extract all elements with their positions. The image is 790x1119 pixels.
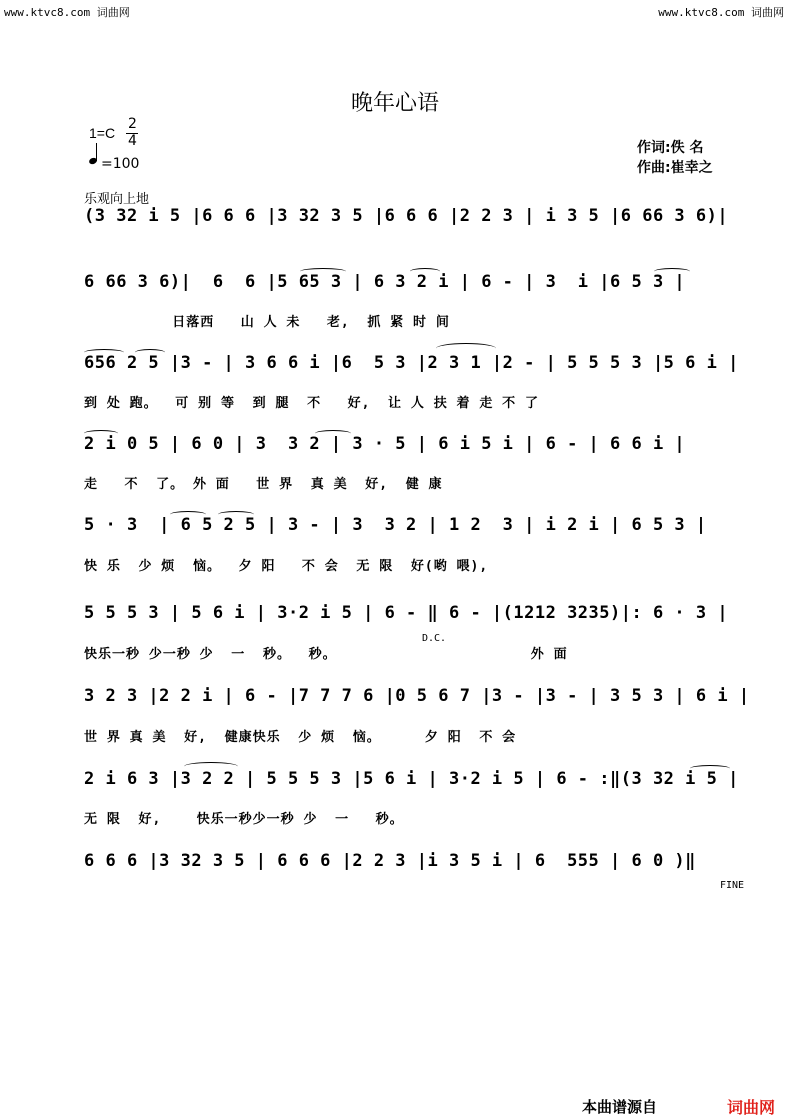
notation-line-4: 2 i 0 5 | 6 0 | 3 3 2 | 3 · 5 | 6 i 5 i | 6 - | 6 6 i | — [84, 434, 686, 454]
expression-marking: 乐观向上地 — [84, 192, 150, 207]
tempo-marking: =100 — [101, 156, 140, 172]
notation-line-2: 6 66 3 6)| 6 6 |5 65 3 | 6 3 2 i | 6 - | 3 i |6 5 3 | — [84, 272, 686, 292]
notation-line-1: (3 32 i 5 |6 6 6 |3 32 3 5 |6 6 6 |2 2 3 | i 3 5 |6 66 3 6)| — [84, 206, 729, 226]
notation-line-8: 2 i 6 3 |3 2 2 | 5 5 5 3 |5 6 i | 3·2 i 5 | 6 - :‖(3 32 i 5 | — [84, 769, 739, 789]
key-signature: 1=C — [89, 125, 116, 141]
watermark-right: www.ktvc8.com 词曲网 — [658, 6, 784, 19]
slur-mark — [654, 268, 690, 275]
slur-mark — [135, 349, 165, 356]
composer-credit: 作曲:崔幸之 — [637, 160, 713, 176]
lyrics-line-6: 快乐一秒 少一秒 少 一 秒。 秒。 外 面 — [84, 647, 568, 662]
lyrics-line-3: 到 处 跑。 可 别 等 到 腿 不 好, 让 人 扶 着 走 不 了 — [84, 396, 540, 411]
time-signature-top: 2 — [128, 116, 137, 132]
footer-source-text: 本曲谱源自 — [582, 1098, 658, 1116]
slur-mark — [410, 268, 440, 275]
slur-mark — [184, 762, 238, 771]
slur-mark — [436, 343, 496, 354]
lyrics-line-7: 世 界 真 美 好, 健康快乐 少 烦 恼。 夕 阳 不 会 — [84, 730, 517, 745]
slur-mark — [84, 430, 118, 437]
notation-line-3: 656 2 5 |3 - | 3 6 6 i |6 5 3 |2 3 1 |2 - | 5 5 5 3 |5 6 i | — [84, 353, 739, 373]
quarter-note-icon — [88, 157, 98, 165]
watermark-left: www.ktvc8.com 词曲网 — [4, 6, 130, 19]
slur-mark — [690, 765, 730, 772]
lyrics-line-5: 快 乐 少 烦 恼。 夕 阳 不 会 无 限 好(哟 喂), — [84, 559, 489, 574]
slur-mark — [84, 349, 124, 356]
notation-line-7: 3 2 3 |2 2 i | 6 - |7 7 7 6 |0 5 6 7 |3 - |3 - | 3 5 3 | 6 i | — [84, 686, 750, 706]
dc-mark: D.C. — [422, 633, 447, 644]
slur-mark — [218, 511, 254, 518]
notation-line-5: 5 · 3 | 6 5 2 5 | 3 - | 3 3 2 | 1 2 3 | i 2 i | 6 5 3 | — [84, 515, 707, 535]
slur-mark — [170, 511, 206, 518]
lyrics-line-8: 无 限 好, 快乐一秒少一秒 少 一 秒。 — [84, 812, 404, 827]
slur-mark — [315, 430, 351, 437]
lyrics-line-4: 走 不 了。 外 面 世 界 真 美 好, 健 康 — [84, 477, 443, 492]
notation-line-9: 6 6 6 |3 32 3 5 | 6 6 6 |2 2 3 |i 3 5 i | 6 555 | 6 0 )‖ — [84, 851, 696, 871]
lyricist-credit: 作词:佚 名 — [637, 140, 704, 156]
fine-mark: FINE — [720, 880, 745, 891]
slur-mark — [300, 268, 346, 275]
song-title: 晚年心语 — [350, 91, 439, 116]
footer-logo[interactable]: 词曲网 — [727, 1098, 776, 1117]
notation-line-6: 5 5 5 3 | 5 6 i | 3·2 i 5 | 6 - ‖ 6 - |(1212 3235)|: 6 · 3 | — [84, 603, 729, 623]
lyrics-line-2: 日落西 山 人 未 老, 抓 紧 时 间 — [84, 315, 450, 330]
time-signature-bottom: 4 — [128, 133, 137, 149]
